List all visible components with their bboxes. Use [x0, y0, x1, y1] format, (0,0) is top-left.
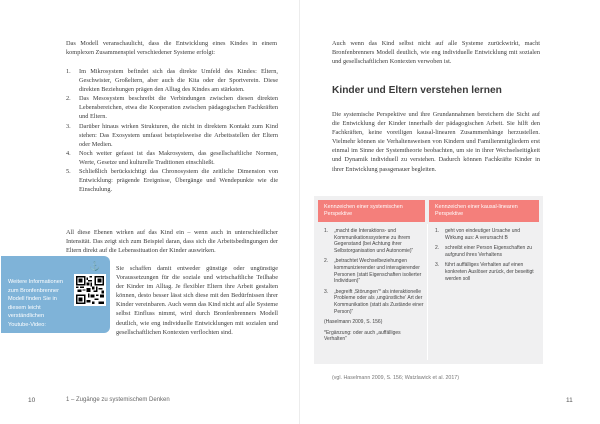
body-paragraph: Auch wenn das Kind selbst nicht auf alle Systeme zurückwirkt, macht Bronfenbrenners Modell deutlich, wie eng individuelle Entwicklung mit sozialen und gesellschaftlichen Kontexten verwoben ist. [332, 40, 540, 66]
info-box [1, 256, 110, 333]
list-item: 3. Darüber hinaus wirken Strukturen, die nicht in direktem Kontakt zum Kind stehen: Das Exosystem umfasst beispielsweise die Arbeitsstellen der Eltern oder Medien. [66, 122, 278, 148]
page-number: 11 [566, 397, 573, 404]
section-heading: Kinder und Eltern verstehen lernen [332, 85, 502, 96]
table-row: 1. geht von eindeutiger Ursache und Wirkung aus: A verursacht B [435, 228, 521, 241]
table-column-causal [435, 228, 537, 286]
table-citation: (Haselmann 2009, S. 156) [324, 319, 383, 326]
page-number: 10 [28, 397, 36, 404]
table-row: 3. führt auffälliges Verhalten auf einen konkreten Auslöser zurück, der beseitigt werden soll [435, 262, 534, 282]
table-row: 2. „betrachtet Wechselbeziehungen kommunizierender und interagierender Personen (statt Eigenschaften isolierter Individuen)“ [324, 258, 422, 285]
table-column-systemic [324, 228, 424, 343]
right-page [300, 0, 600, 424]
body-paragraph: All diese Ebenen wirken auf das Kind ein – wenn auch in unterschiedlicher Intensität. Das zeigt sich zum Beispiel daran, dass sich die Arbeitsbedingungen der Eltern direkt auf die Lebenssituation der Kinder auswirken. [66, 229, 278, 255]
body-paragraph: Die systemische Perspektive und ihre Grundannahmen bereichern die Sicht auf die Entwicklung der Kinder innerhalb der pädagogischen Arbeit. Sie hilft den Fachkräften, keine voreiligen kausal-linearen Zusammenhänge herzustellen. Vielmehr können sie Verhaltensweisen von Kindern und Familienmitgliedern erst einmal im Sinne der Systemtheorie beobachten, um sie in ihrer Wechselseitigkeit und Dynamik individuell zu verstehen. Dadurch können Fachkräfte Kinder in ihrer Entwicklung passgenauer begleiten. [332, 111, 540, 173]
qr-code[interactable] [74, 274, 106, 306]
body-paragraph: Sie schaffen damit entweder günstige oder ungünstige Voraussetzungen für die soziale und wirtschaftliche Teilhabe der Kinder im Alltag. Je flexibler Eltern ihre Arbeit gestalten können, desto besser lässt sich diese mit den Bedürfnissen ihrer Kinder vereinbaren. Auch wenn das Kind nicht auf alle Systeme selbst Einfluss nimmt, wird durch Bronfenbrenners Modell deutlich, wie eng individuelle Entwicklungen mit sozialen und gesellschaftlichen Kontexten verflochten sind. [116, 265, 278, 336]
systems-list [66, 67, 278, 194]
list-item: 2. Das Mesosystem beschreibt die Verbindungen zwischen diesen direkten Lebensbereichen, etwa die Kooperation zwischen pädagogischen Fachkräften und Eltern. [66, 95, 278, 121]
table-footnote: *Ergänzung: oder auch „auffälliges Verhalten“ [324, 329, 401, 343]
list-item: 4. Noch weiter gefasst ist das Makrosystem, das gesellschaftliche Normen, Werte, Gesetze und kulturelle Traditionen einschließt. [66, 149, 278, 166]
table-header-causal: Kennzeichen einer kausal-linearen Perspektive [429, 200, 539, 222]
list-item: 5. Schließlich berücksichtigt das Chronosystem die zeitliche Dimension von Entwicklung: prägende Ereignisse, Übergänge und Wendepunkte wie die Einschulung. [66, 168, 278, 194]
table-row: 3. „begreift ‚Störungen‘* als interaktionelle Probleme oder als ‚ungünstliche‘ Art der Kommunikation (statt als Zustände einer Person)“ [324, 288, 424, 315]
list-item: 1. Im Mikrosystem befindet sich das direkte Umfeld des Kindes: Eltern, Geschwister, Großeltern, aber auch die Kita oder der Sportverein. Diese direkten Beziehungen prägen den Alltag des Kindes am stärksten. [66, 68, 278, 94]
table-row: 1. „macht die Interaktions- und Kommunikationssysteme zu ihrem Gegenstand (bei Achtung ihrer Selbstorganisation und Autonomie)“ [324, 228, 414, 254]
running-head: 1 – Zugänge zu systemischem Denken [66, 397, 170, 403]
column-divider [427, 224, 428, 360]
table-row: 2. schreibt einer Person Eigenschaften zu aufgrund ihres Verhaltens [435, 245, 532, 258]
comparison-table [314, 196, 543, 364]
anchor-icon: ⚓ [89, 261, 101, 271]
intro-paragraph: Das Modell veranschaulicht, dass die Entwicklung eines Kindes in einem komplexen Zusammenspiel verschiedener Systeme erfolgt: [66, 40, 277, 57]
table-header-systemic: Kennzeichen einer systemischen Perspektive [318, 200, 425, 222]
source-citation: (vgl. Haselmann 2009, S. 156; Watzlawick et al. 2017) [332, 375, 459, 381]
info-box-text: Weitere Informationen zum Bronfenbrenner Modell finden Sie in diesem leicht verständlichen Youtube-Video: [8, 279, 63, 328]
